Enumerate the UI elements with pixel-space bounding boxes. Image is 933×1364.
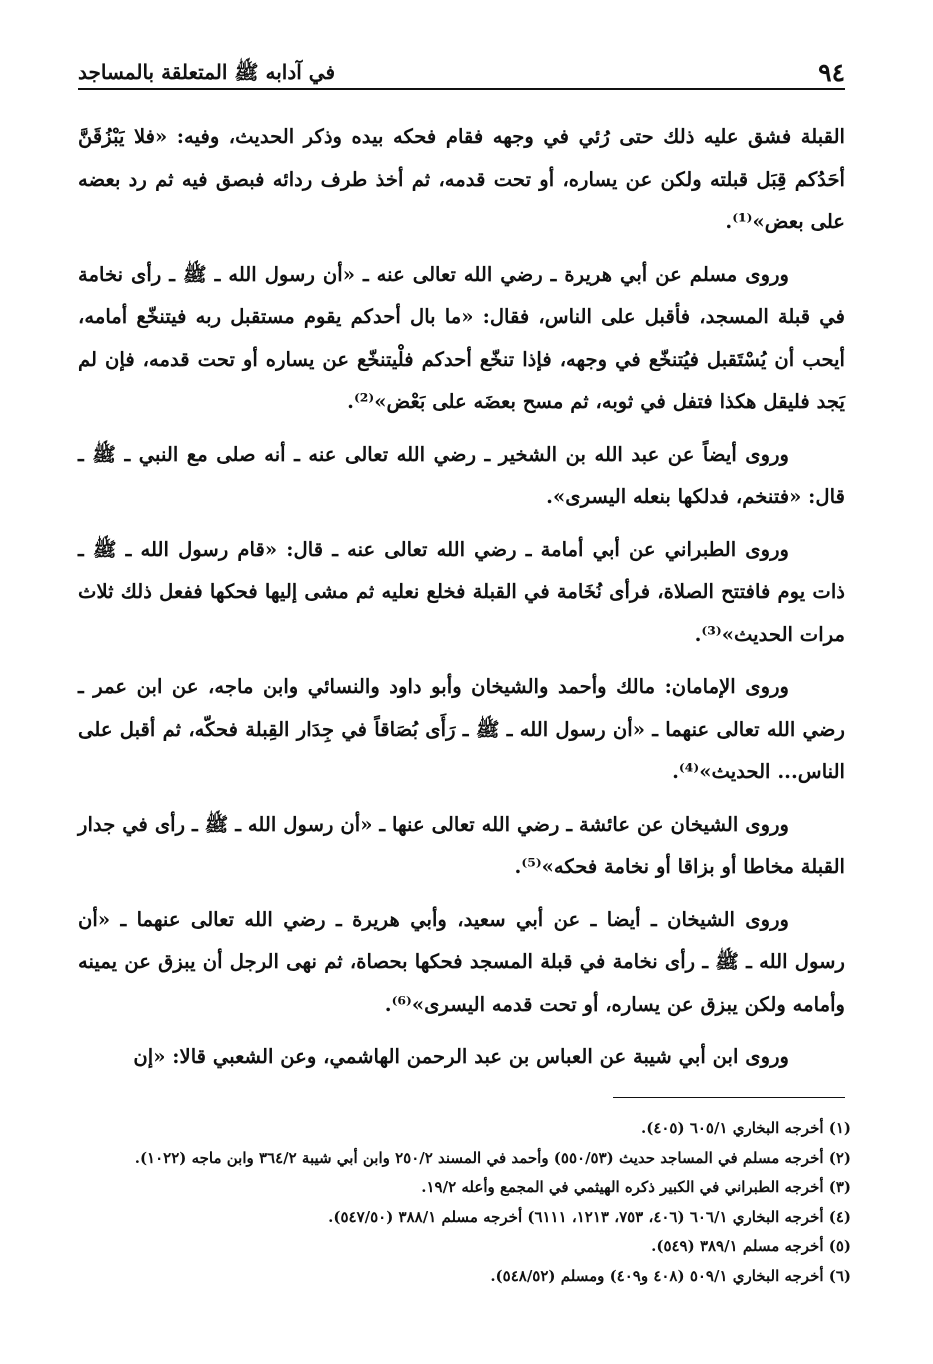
paragraph: وروى ابن أبي شيبة عن العباس بن عبد الرحمن الهاشمي، وعن الشعبي قالا: «إن <box>133 1045 789 1068</box>
header-rule <box>78 88 845 90</box>
paragraph: وروى الشيخان ـ أيضا ـ عن أبي سعيد، وأبي هريرة ـ رضي الله تعالى عنهما ـ «أن رسول الله ـ ﷺ ـ رأى نخامة في قبلة المسجد فحكها بحصاة، ثم نهى الرجل أن يبزق عن يمينه وأمامه ولكن يبزق عن يساره، أو تحت قدمه اليسرى»⁽⁶⁾. <box>78 907 845 1016</box>
footnote: (١) أخرجه البخاري ٦٠٥/١ (٤٠٥). <box>640 1119 851 1137</box>
footnote: (٢) أخرجه مسلم في المساجد حديث (٥٥٠/٥٣) وأحمد في المسند ٢٥٠/٢ وابن أبي شيبة ٣٦٤/٢ وابن ماجه (١٠٢٢). <box>134 1148 851 1167</box>
paragraph: وروى الطبراني عن أبي أمامة ـ رضي الله تعالى عنه ـ قال: «قام رسول الله ـ ﷺ ـ ذات يوم فافتتح الصلاة، فرأى نُخَامة في القبلة فخلع نعليه ثم مشى إليها فحكها ففعل ذلك ثلاث مرات الحديث»⁽³⁾. <box>78 537 845 646</box>
footnote-separator <box>613 1097 845 1098</box>
paragraph: وروى أيضاً عن عبد الله بن الشخير ـ رضي الله تعالى عنه ـ أنه صلى مع النبي ـ ﷺ ـ قال: «فتنخم، فدلكها بنعله اليسرى». <box>78 442 845 508</box>
footnote: (٦) أخرجه البخاري ٥٠٩/١ (٤٠٨ و٤٠٩) ومسلم (٥٤٨/٥٢). <box>490 1266 851 1285</box>
footnote: (٥) أخرجه مسلم ٣٨٩/١ (٥٤٩). <box>651 1237 851 1255</box>
running-title: في آدابه ﷺ المتعلقة بالمساجد <box>78 60 336 84</box>
page-number: ٩٤ <box>818 58 845 87</box>
paragraph: وروى الإمامان: مالك وأحمد والشيخان وأبو داود والنسائي وابن ماجه، عن ابن عمر ـ رضي الله تعالى عنهما ـ «أن رسول الله ـ ﷺ ـ رَأَى بُصَاقاً في جِدَار القِبلة فحكّه، ثم أقبل على الناس... الحديث»⁽⁴⁾. <box>78 675 845 783</box>
main-text <box>78 116 845 1089</box>
footnote: (٤) أخرجه البخاري ٦٠٦/١ (٤٠٦، ٧٥٣، ١٢١٣، ٦١١١) أخرجه مسلم ٣٨٨/١ (٥٤٧/٥٠). <box>328 1207 851 1226</box>
footnotes <box>78 1114 851 1291</box>
running-header <box>78 52 845 90</box>
paragraph: وروى الشيخان عن عائشة ـ رضي الله تعالى عنها ـ «أن رسول الله ـ ﷺ ـ رأى في جدار القبلة مخاطا أو بزاقا أو نخامة فحكه»⁽⁵⁾. <box>78 812 845 878</box>
paragraph-continuation: القبلة فشق عليه ذلك حتى رُئي في وجهه فقام فحكه بيده وذكر الحديث، وفيه: «فلا يَبْزُقَنَّ أحَدُكم قِبَل قبلته ولكن عن يساره، أو تحت قدمه، ثم أخذ طرف ردائه فبصق فيه ثم رد بعضه على بعض»⁽¹⁾. <box>78 125 845 233</box>
paragraph: وروى مسلم عن أبي هريرة ـ رضي الله تعالى عنه ـ «أن رسول الله ـ ﷺ ـ رأى نخامة في قبلة المسجد، فأقبل على الناس، فقال: «ما بال أحدكم يقوم مستقبل ربه فيتنخّع أمامه، أيحب أن يُسْتَقبل فيُتنخّع في وجهه، فإذا تنخّع أحدكم فلْيتنخّع عن يساره أو تحت قدمه، فإن لم يَجد فليقل هكذا فتفل في ثوبه، ثم مسح بعضَه على بَعْض»⁽²⁾. <box>78 262 845 413</box>
footnote: (٣) أخرجه الطبراني في الكبير ذكره الهيثمي في المجمع وأعله ١٩/٢. <box>421 1178 851 1196</box>
